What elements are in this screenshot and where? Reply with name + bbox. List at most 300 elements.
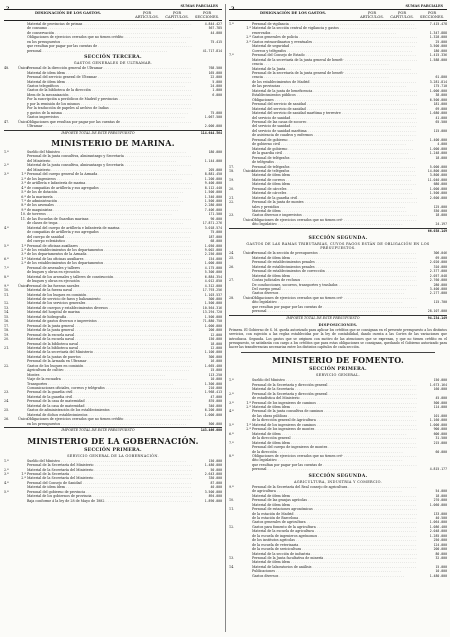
article-cell: 9.º: [21, 207, 26, 212]
service-heading: GASTOS DE LAS RAMAS TRIBUTARIAS, CUYOS PAGOS ESTÁN DE OBLIGACIÓN EN LOS PRESUPUESTOS.: [246, 242, 430, 251]
concept-cell: Material de cárceles . . .: [252, 191, 417, 195]
amount-cell: 1.500.000: [204, 314, 222, 319]
article-cell: Único.: [243, 295, 254, 300]
amount-cell: 154.000: [208, 256, 222, 261]
amount-cell: 6.200.000: [204, 408, 222, 413]
concept-cell: Material de los ingenieros de caminos . . .: [252, 423, 417, 427]
amount-cell: 4.815.177: [429, 467, 447, 472]
amount-cell: 12.000: [210, 332, 222, 337]
table-row: [4, 124, 222, 128]
amount-cell: 600.000: [433, 431, 447, 436]
concept-cell: Material de la junta consultiva, almirantazgo y Secretaría . . .: [27, 163, 192, 167]
concept-cell: Material de idem ídem . . .: [27, 485, 192, 489]
total-label: IMPORTE TOTAL DE ESTE PRESUPUESTO: [286, 315, 360, 320]
concept-cell: Material de la junta general . . .: [27, 328, 192, 332]
amount-cell: 1.248.000: [429, 151, 447, 156]
concept-cell: Material de la casa de maternidad . . .: [27, 404, 192, 408]
chapter-cell: 3.º: [4, 172, 9, 177]
concept-cell: Personal de la junta de montes . . .: [252, 200, 417, 204]
concept-cell: de estadística del Ministerio . . .: [252, 396, 417, 400]
chapter-cell: 4.º: [4, 480, 9, 485]
amount-cell: 1.000.000: [204, 412, 222, 417]
section-heading: SECCIÓN PRIMERA.: [309, 367, 367, 373]
concept-cell: Personal del Consejo de Sanidad . . .: [27, 481, 192, 485]
chapter-cell: 3.º: [4, 471, 9, 476]
amount-cell: 250.000: [433, 538, 447, 543]
concept-cell: en los presupuestos . . .: [27, 422, 192, 426]
chapter-cell: 26.: [229, 264, 235, 269]
chapter-cell: 6.º: [229, 431, 234, 436]
concept-cell: Personal de la casa de maternidad . . .: [27, 399, 192, 403]
rows-right-b: [229, 251, 447, 313]
concept-cell: Material de ídem . . .: [252, 209, 417, 213]
chapter-cell: 28.: [229, 295, 235, 300]
amount-cell: 4.175.000: [204, 265, 222, 270]
amount-cell: 7.415.478: [429, 22, 447, 26]
section-heading: SECCIÓN TERCERA.: [84, 55, 142, 61]
concept-cell: Material de las oficinas auxiliares . . .: [27, 257, 192, 261]
amount-cell: 1.300.000: [204, 381, 222, 386]
article-cell: 4.º: [21, 185, 26, 190]
chapter-cell: 18.: [4, 328, 10, 333]
chapter-cell: 12.: [229, 524, 235, 529]
amount-cell: 25.000: [435, 39, 447, 44]
total-value: 66.038.149: [427, 228, 447, 233]
amount-cell: 18.000: [210, 341, 222, 346]
article-cell: 3.º: [246, 39, 251, 44]
article-cell: 10.: [20, 212, 26, 217]
amount-cell: 133.000: [433, 511, 447, 516]
concept-cell: Personal de la Armada en Ultramar . . .: [27, 359, 192, 363]
chapter-cell: 19.: [229, 177, 235, 182]
amount-cell: 2.057.048: [429, 273, 447, 278]
concept-cell: Material de ídem ídem . . .: [252, 560, 417, 564]
amount-cell: 40.000: [210, 485, 222, 490]
amount-cell: 768.500: [208, 66, 222, 71]
concept-cell: Personal del servicio general de Ultramar . . .: [27, 75, 192, 79]
concept-cell: y gastos de la misma . . .: [27, 111, 192, 115]
concept-cell: Por la traducción de papeles al archivo de Indias . . .: [27, 106, 192, 110]
table-row: [229, 467, 447, 471]
amount-cell: 1.067.500: [204, 115, 222, 120]
concept-cell: Personal de establecimientos penales . . .: [252, 260, 417, 264]
concept-cell: de la escuela de ingenieros agrónomos . . .: [252, 534, 417, 538]
amount-cell: 1.100.000: [204, 350, 222, 355]
rows-left-b: [4, 66, 222, 128]
chapter-cell: 5.º: [4, 489, 9, 494]
amount-cell: 6.884.354: [204, 274, 222, 279]
concept-cell: de la escuela de veterinaria . . .: [252, 543, 417, 547]
total-row: [229, 315, 447, 321]
amount-cell: 180.000: [433, 48, 447, 53]
chapter-cell: 10.: [4, 288, 10, 293]
amount-cell: 1.000: [212, 88, 222, 93]
chapter-cell: 19.: [4, 332, 10, 337]
concept-cell: Material de cuerpos y establecimientos diversos . . .: [27, 306, 192, 310]
chapter-cell: 1.º: [4, 150, 9, 155]
amount-cell: 12.000: [210, 345, 222, 350]
concept-cell: de la dirección general . . .: [252, 436, 417, 440]
amount-cell: 187.000: [208, 234, 222, 239]
chapter-cell: 23.: [229, 213, 235, 218]
concept-cell: Material del servicio de sanidad . . .: [252, 107, 417, 111]
amount-cell: 150.000: [433, 378, 447, 383]
chapter-cell: 21.: [229, 195, 235, 200]
amount-cell: 680.000: [433, 182, 447, 187]
amount-cell: 567.785: [208, 26, 222, 31]
chapter-cell: 17.: [229, 164, 235, 169]
amount-cell: 306.046: [433, 251, 447, 256]
chapter-cell: 9.º: [4, 283, 9, 288]
amount-cell: 1.103.537: [204, 292, 222, 297]
amount-cell: 54.000: [435, 489, 447, 494]
concept-cell: dito legislativo . . .: [252, 300, 417, 304]
rows-right-a: [229, 22, 447, 227]
concept-cell: Material de dichos establecimientos . . .: [27, 413, 192, 417]
concept-cell: Material de establecimientos penales . . .: [252, 265, 417, 269]
article-cell: 5.º: [21, 190, 26, 195]
article-cell: Único.: [18, 119, 29, 124]
concept-cell: Personal de la dirección general de Ultramar . . .: [27, 66, 192, 70]
concept-cell: Obligaciones . . .: [252, 98, 417, 102]
amount-cell: 40.500: [435, 515, 447, 520]
table-row: [229, 574, 447, 578]
concept-cell: Personal de establecimientos de corrección . . .: [252, 269, 417, 273]
chapter-cell: 12.: [4, 301, 10, 306]
amount-cell: 2.643.000: [204, 471, 222, 476]
chapter-cell: 47.: [4, 119, 10, 124]
amount-cell: 1.680.000: [429, 111, 447, 116]
amount-cell: 1.890.000: [204, 498, 222, 503]
article-cell: 2.º: [21, 176, 26, 181]
concept-cell: Personal de la Secretaría y dirección general . . .: [252, 392, 417, 396]
amount-cell: 61.800: [435, 75, 447, 80]
concept-cell: personal . . .: [27, 49, 192, 53]
concept-cell: Obligaciones de ejercicios cerrados que no tienen cré- . . .: [252, 218, 417, 222]
left-column: [4, 4, 222, 632]
amount-cell: 17.871.276: [202, 221, 222, 226]
header-col-b: POR SECCIONES.: [419, 11, 445, 19]
concept-cell: de artillería e Infantería de marina . . .: [27, 181, 192, 185]
concept-cell: de agricultura . . .: [252, 489, 417, 493]
concept-cell: de los institutos agrícolas . . .: [252, 538, 417, 542]
amount-cell: 5.000.000: [429, 164, 447, 169]
total-label: IMPORTE TOTAL DE ESTE PRESUPUESTO: [61, 428, 135, 433]
concept-cell: de los arsenales . . .: [27, 203, 192, 207]
amount-cell: 1.665.400: [204, 363, 222, 368]
concept-cell: Material de seguridad . . .: [252, 44, 417, 48]
concept-cell: de clases de tropa . . .: [27, 221, 192, 225]
amount-cell: 2.760.000: [429, 278, 447, 283]
amount-cell: 1.500.000: [204, 301, 222, 306]
amount-cell: 310.000: [433, 264, 447, 269]
service-heading: AGRICULTURA, INDUSTRIA Y COMERCIO.: [293, 479, 383, 484]
chapter-cell: 1.º: [4, 458, 9, 463]
amount-cell: 210.000: [208, 386, 222, 391]
article-cell: 1.º: [21, 256, 26, 261]
concept-cell: de las provincias . . .: [252, 84, 417, 88]
concept-cell: en los presupuestos . . .: [27, 40, 192, 44]
amount-cell: 4.844.427: [204, 22, 222, 26]
amount-cell: 2.048.000: [429, 529, 447, 534]
article-cell: 1.º: [246, 400, 251, 405]
amount-cell: 1.968.413: [204, 390, 222, 395]
concept-cell: Material de hidrografía . . .: [27, 315, 192, 319]
chapter-cell: 8.º: [4, 274, 9, 279]
concept-cell: Personal de vigilancia . . .: [252, 22, 417, 26]
amount-cell: 870.000: [208, 399, 222, 404]
amount-cell: 50.000: [210, 467, 222, 472]
concept-cell: Personal de la Secretaría del Ministerio . . .: [27, 463, 192, 467]
chapter-cell: 2.º: [229, 391, 234, 396]
concept-cell: de la estación de Barcelona . . .: [252, 516, 417, 520]
amount-cell: 18.000: [435, 493, 447, 498]
amount-cell: 13.294.720: [202, 310, 222, 315]
dispositions-text: Primera. El Gobierno de S. M. queda autorizado para aplicar los créditos que se consignan en el presente presupuesto a los distintos servicios, con sujeción a las reglas establecidas por la ley de contabilidad, dando cuenta a las Cortes de las variaciones que introduzca. Segunda. Los gastos que se originen con motivo de las atenciones que se expresan, y que no tienen crédito en el presupuesto, se satisfarán con cargo a los créditos que para estas obligaciones se consignan, quedando el Gobierno autorizado para hacer las transferencias necesarias entre los distintos capítulos de cada sección.: [229, 328, 447, 350]
amount-cell: 115.700: [433, 300, 447, 305]
amount-cell: 530.000: [433, 209, 447, 214]
service-heading: SERVICIO GENERAL.: [315, 373, 361, 378]
article-cell: Único.: [18, 417, 29, 422]
chapter-cell: 27.: [229, 278, 235, 283]
header-title: DESIGNACIÓN DE LOS GASTOS.: [259, 11, 327, 15]
chapter-cell: 48.: [4, 66, 10, 71]
chapter-cell: 18.: [229, 168, 235, 173]
amount-cell: 1.415.336: [429, 53, 447, 58]
amount-cell: 171.500: [208, 212, 222, 217]
concept-cell: Material de la biblioteca naval . . .: [27, 346, 192, 350]
chapter-cell: 21.: [4, 345, 10, 350]
concept-cell: Personal de telégrafos . . .: [252, 156, 417, 160]
total-row: [229, 228, 447, 234]
chapter-cell: 13.: [229, 556, 235, 561]
amount-cell: 28.107.000: [427, 309, 447, 314]
amount-cell: 2.600.000: [429, 195, 447, 200]
amount-cell: 7.406.000: [204, 207, 222, 212]
amount-cell: 1.500.000: [204, 199, 222, 203]
concept-cell: Material del servicio de sanidad marítima y terrestre . . .: [252, 111, 417, 115]
concept-cell: dito legislativo . . .: [252, 458, 417, 462]
right-column: [229, 4, 447, 632]
dispositions-heading: DISPOSICIONES.: [318, 323, 358, 328]
concept-cell: Personal del servicio de sanidad . . .: [252, 102, 417, 106]
amount-cell: 17.793.256: [202, 288, 222, 293]
concept-cell: Material de la escuela de agricultura . . .: [252, 529, 417, 533]
chapter-cell: 26.: [4, 417, 10, 422]
concept-cell: de la guardia civil . . .: [252, 151, 417, 155]
ministry-heading: MINISTERIO DE MARINA.: [51, 138, 175, 149]
page-number-right: 3: [231, 6, 235, 12]
amount-cell: 124.000: [433, 542, 447, 547]
concept-cell: Personal de la Secretaría y dirección general . . .: [252, 383, 417, 387]
concept-cell: de gobierno civil . . .: [252, 142, 417, 146]
amount-cell: 45.000: [435, 396, 447, 401]
amount-cell: 330.000: [208, 476, 222, 481]
amount-cell: 300.000: [208, 296, 222, 301]
amount-cell: 8.881.450: [204, 172, 222, 177]
ministry-heading: MINISTERIO DE LA GOBERNACIÓN.: [27, 435, 199, 446]
concept-cell: Material de la sección central de vigilancia y gastos . . .: [252, 26, 417, 30]
amount-cell: 90.000: [210, 216, 222, 221]
concept-cell: Gastos diversos . . .: [252, 291, 417, 295]
chapter-cell: 13.: [4, 305, 10, 310]
concept-cell: Obligaciones de ejercicios cerrados que no tienen cré- . . .: [252, 296, 417, 300]
concept-cell: de buques y obras en ejecución . . .: [27, 270, 192, 274]
concept-cell: personal . . .: [252, 309, 417, 313]
concept-cell: Personal de la Secretaría del Real consejo de agricultura . . .: [252, 485, 417, 489]
section-heading: SECCIÓN SEGUNDA.: [308, 473, 368, 479]
section-heading: SECCIÓN SEGUNDA.: [308, 236, 368, 242]
article-cell: 2.º: [246, 427, 251, 432]
amount-cell: 15.000: [210, 368, 222, 373]
table-row: [4, 422, 222, 426]
page-number-left: 2: [6, 6, 10, 12]
concept-cell: de consumo . . .: [27, 26, 192, 30]
amount-cell: 1.086.400: [429, 524, 447, 529]
concept-cell: Personal de la junta general . . .: [27, 324, 192, 328]
concept-cell: Material de la junta de beneficencia . . .: [252, 89, 417, 93]
concept-cell: Personal de telégrafos . . .: [252, 165, 417, 169]
amount-cell: 1.000.000: [429, 146, 447, 151]
concept-cell: de los establecimientos de Madrid . . .: [252, 80, 417, 84]
amount-cell: 175.710: [433, 84, 447, 89]
header-col-b: POR SECCIONES.: [194, 11, 220, 19]
amount-cell: 500.000: [433, 400, 447, 405]
amount-cell: 1.000.000: [204, 261, 222, 266]
concept-cell: de los establecimientos de los departamentos . . .: [27, 261, 192, 265]
article-cell: Único.: [18, 283, 29, 288]
amount-cell: 300.000: [208, 354, 222, 359]
article-cell: 1.º: [21, 471, 26, 476]
amount-cell: 200.000: [433, 547, 447, 552]
concept-cell: Material de los servicios generales . . .: [27, 301, 192, 305]
concept-cell: Personal de la biblioteca naval . . .: [27, 342, 192, 346]
amount-cell: 1.160.000: [429, 418, 447, 423]
amount-cell: 69.000: [435, 106, 447, 111]
concept-cell: Material de laboratorios de análisis . . .: [252, 565, 417, 569]
concept-cell: Gastos generales de policía . . .: [252, 35, 417, 39]
amount-cell: 1.328.000: [429, 35, 447, 40]
amount-cell: 340.000: [208, 403, 222, 408]
concept-cell: Por la suscripción a periódicos de Madrid y provincias . . .: [27, 97, 192, 101]
amount-cell: 1.000.000: [429, 88, 447, 93]
amount-cell: 15.000: [435, 564, 447, 569]
concept-cell: Transportes . . .: [27, 382, 192, 386]
concept-cell: del servicio de sanidad marítima . . .: [252, 129, 417, 133]
amount-cell: 1.673.164: [429, 382, 447, 387]
amount-cell: 75.415: [210, 39, 222, 44]
amount-cell: 1.000.000: [429, 186, 447, 191]
article-cell: 1.º: [246, 422, 251, 427]
chapter-cell: 8.º: [229, 453, 234, 458]
sums-label-left: SUMAS PARCIALES: [180, 4, 218, 8]
concept-cell: Personal de la Secretaría . . .: [27, 472, 192, 476]
concept-cell: Personal de la secretaría de la junta general de benefi- . . .: [252, 71, 417, 75]
amount-cell: 3.018.574: [204, 225, 222, 230]
concept-cell: personal . . .: [252, 467, 417, 471]
chapter-cell: 2.º: [4, 467, 9, 472]
concept-cell: Material de la secretaría de la junta general de benefi- . . .: [252, 58, 417, 62]
concept-cell: Gastos imprevistos . . .: [27, 115, 192, 119]
rows-right-d: [229, 485, 447, 579]
concept-cell: de asistencia de cuadros y enfermos . . .: [252, 133, 417, 137]
concept-cell: Material de ídem ídem . . .: [252, 182, 417, 186]
article-cell: 6.º: [21, 194, 26, 199]
concept-cell: de las Escuelas de Guardias marinas . . .: [27, 217, 192, 221]
chapter-cell: 15.: [4, 314, 10, 319]
amount-cell: 894.000: [208, 494, 222, 499]
article-cell: 2.º: [246, 35, 251, 40]
chapter-cell: 9.º: [229, 484, 234, 489]
concept-cell: Agricultura de cultivo . . .: [27, 368, 192, 372]
chapter-cell: 1.º: [229, 378, 234, 383]
chapter-cell: 10.: [229, 498, 235, 503]
amount-cell: 280.000: [433, 282, 447, 287]
concept-cell: que resultan por pagar por las cuentas de . . .: [27, 44, 192, 48]
amount-cell: 1.285.000: [429, 533, 447, 538]
amount-cell: 22.000: [210, 75, 222, 80]
concept-cell: dito legislativo . . .: [252, 222, 417, 226]
concept-cell: Sueldo del Ministro . . .: [27, 459, 192, 463]
header-sub: POR ARTÍCULOS.: [360, 11, 384, 19]
divider: [241, 352, 435, 353]
amount-cell: 1.480.000: [204, 463, 222, 468]
concept-cell: Material de la secretaría del Ministerio . . .: [27, 350, 192, 354]
article-cell: 2.º: [21, 261, 26, 266]
concept-cell: Gastos diversos . . .: [252, 574, 417, 578]
amount-cell: 5.300.000: [204, 270, 222, 275]
amount-cell: 181.000: [433, 102, 447, 107]
concept-cell: Personal de los ingenieros de montes . . .: [252, 427, 417, 431]
amount-cell: 1.060.000: [429, 502, 447, 507]
concept-cell: Obligaciones de ejercicios cerrados que no tienen crédito . . .: [27, 35, 192, 39]
chapter-cell: 14.: [229, 564, 235, 569]
concept-cell: Personal del cuerpo de ingenieros de montes . . .: [252, 445, 417, 449]
article-cell: 1.º: [246, 26, 251, 31]
sums-label-right: SUMAS PARCIALES: [405, 4, 443, 8]
concept-cell: Ultramar . . .: [27, 124, 192, 128]
chapter-cell: 11.: [229, 507, 235, 512]
total-value: 143.466.000: [200, 428, 222, 433]
amount-cell: 9.400.000: [204, 181, 222, 186]
amount-cell: 150.000: [208, 458, 222, 463]
amount-cell: 9.002.000: [204, 247, 222, 252]
amount-cell: 44.000: [210, 30, 222, 35]
amount-cell: 6.500.000: [429, 97, 447, 102]
concept-cell: Baja conforme á la ley de 28 de Mayo de 1882 . . .: [27, 499, 192, 503]
concept-cell: Material de ídem ídem . . .: [252, 405, 417, 409]
article-cell: 2.º: [21, 247, 26, 252]
amount-cell: 18.000: [435, 213, 447, 218]
concept-cell: de conservación . . .: [27, 31, 192, 35]
article-cell: 3.º: [21, 181, 26, 186]
concept-cell: Personal de las granjas agrícolas . . .: [252, 498, 417, 502]
amount-cell: 31.500: [435, 436, 447, 441]
amount-cell: 4.012.850: [204, 279, 222, 284]
article-cell: Único.: [243, 168, 254, 173]
concept-cell: del Ministerio . . .: [27, 168, 192, 172]
concept-cell: Gastos generales de agricultura . . .: [252, 520, 417, 524]
article-cell: 11.: [20, 216, 26, 221]
amount-cell: 1.000.000: [429, 422, 447, 427]
concept-cell: Montes . . .: [27, 373, 192, 377]
amount-cell: 11.040.000: [427, 177, 447, 182]
concept-cell: Costas judiciales de reclusos . . .: [252, 278, 417, 282]
amount-cell: 60.000: [435, 449, 447, 454]
article-cell: 7.º: [21, 199, 26, 203]
concept-cell: Idem de la mecanización . . .: [27, 93, 192, 97]
concept-cell: Material de telégrafos . . .: [252, 169, 417, 173]
